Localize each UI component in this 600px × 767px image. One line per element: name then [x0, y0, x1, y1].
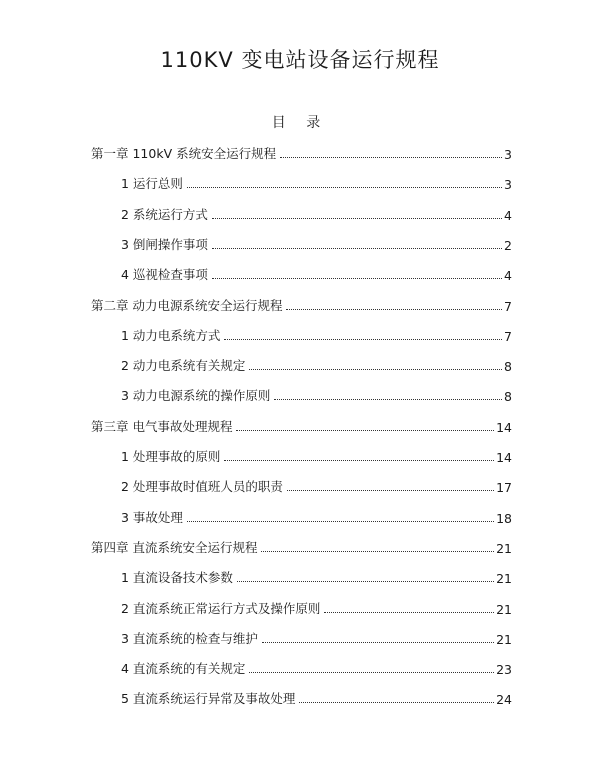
toc-section-entry[interactable]	[121, 506, 512, 526]
toc-entry-page-number: 21	[496, 540, 512, 556]
toc-entry-page-number: 3	[504, 147, 512, 162]
toc-entry-label: 4 巡视检查事项	[121, 267, 208, 283]
toc-section-entry[interactable]	[121, 687, 512, 707]
dot-leader	[299, 702, 494, 703]
toc-entry-label: 5 直流系统运行异常及事故处理	[121, 691, 296, 707]
toc-chapter-entry[interactable]	[91, 142, 512, 162]
dot-leader	[274, 399, 502, 400]
dot-leader	[212, 278, 502, 279]
toc-entry-label: 1 动力电系统方式	[121, 327, 221, 343]
toc-entry-page-number: 23	[496, 662, 512, 678]
toc-entry-page-number: 14	[496, 450, 512, 465]
toc-section-entry[interactable]	[121, 172, 512, 192]
toc-entry-page-number: 21	[496, 631, 512, 647]
dot-leader	[280, 157, 502, 158]
dot-leader	[249, 369, 502, 370]
toc-heading: 目 录	[271, 115, 329, 131]
toc-entry-page-number: 7	[504, 298, 512, 314]
toc-section-entry[interactable]	[121, 566, 512, 586]
toc-section-entry[interactable]	[121, 384, 512, 404]
toc-entry-label: 3 事故处理	[121, 509, 183, 525]
toc-section-entry[interactable]	[121, 627, 512, 647]
toc-entry-page-number: 2	[504, 237, 512, 253]
toc-entry-page-number: 21	[496, 571, 512, 587]
toc-entry-label: 第一章 110kV 系统安全运行规程	[91, 146, 277, 161]
dot-leader	[286, 309, 502, 310]
toc-chapter-entry[interactable]	[91, 294, 512, 314]
dot-leader	[224, 460, 494, 461]
toc-entry-page-number: 3	[504, 177, 512, 193]
dot-leader	[187, 521, 494, 522]
toc-section-entry[interactable]	[121, 263, 512, 283]
toc-entry-label: 2 直流系统正常运行方式及操作原则	[121, 600, 321, 616]
toc-section-entry[interactable]	[121, 657, 512, 677]
toc-chapter-entry[interactable]	[91, 415, 512, 435]
toc-entry-page-number: 4	[504, 207, 512, 223]
dot-leader	[224, 339, 502, 340]
dot-leader	[261, 551, 494, 552]
toc-entry-label: 3 倒闸操作事项	[121, 236, 208, 252]
toc-entry-label: 2 动力电系统有关规定	[121, 358, 246, 374]
dot-leader	[324, 612, 494, 613]
toc-entry-page-number: 18	[496, 510, 512, 526]
toc-entry-label: 1 处理事故的原则	[121, 449, 221, 464]
dot-leader	[187, 187, 502, 188]
toc-entry-label: 1 运行总则	[121, 176, 183, 192]
toc-entry-label: 第四章 直流系统安全运行规程	[91, 539, 258, 555]
dot-leader	[249, 672, 494, 673]
toc-entry-page-number: 8	[504, 389, 512, 405]
toc-entry-page-number: 24	[496, 692, 512, 708]
toc-entry-label: 3 动力电源系统的操作原则	[121, 388, 271, 404]
toc-entry-label: 3 直流系统的检查与维护	[121, 630, 258, 646]
toc-entry-label: 4 直流系统的有关规定	[121, 661, 246, 677]
toc-entry-page-number: 14	[496, 419, 512, 435]
toc-section-entry[interactable]	[121, 445, 512, 465]
toc-entry-page-number: 7	[504, 328, 512, 344]
document-title: 110KV 变电站设备运行规程	[160, 48, 440, 72]
toc-entry-label: 2 系统运行方式	[121, 206, 208, 222]
dot-leader	[287, 490, 494, 491]
toc-entry-label: 第二章 动力电源系统安全运行规程	[91, 297, 283, 313]
dot-leader	[262, 642, 494, 643]
toc-chapter-entry[interactable]	[91, 536, 512, 556]
dot-leader	[237, 581, 494, 582]
toc-entry-label: 1 直流设备技术参数	[121, 570, 233, 586]
toc-section-entry[interactable]	[121, 324, 512, 344]
toc-section-entry[interactable]	[121, 233, 512, 253]
toc-entry-page-number: 17	[496, 480, 512, 496]
toc-entry-page-number: 4	[504, 268, 512, 284]
toc-section-entry[interactable]	[121, 475, 512, 495]
toc-section-entry[interactable]	[121, 354, 512, 374]
toc-entry-page-number: 8	[504, 359, 512, 375]
toc-entry-label: 第三章 电气事故处理规程	[91, 418, 233, 434]
toc-entry-label: 2 处理事故时值班人员的职责	[121, 479, 283, 495]
toc-section-entry[interactable]	[121, 203, 512, 223]
dot-leader	[212, 218, 502, 219]
toc-entry-page-number: 21	[496, 601, 512, 617]
toc-section-entry[interactable]	[121, 597, 512, 617]
dot-leader	[236, 430, 494, 431]
dot-leader	[212, 248, 502, 249]
